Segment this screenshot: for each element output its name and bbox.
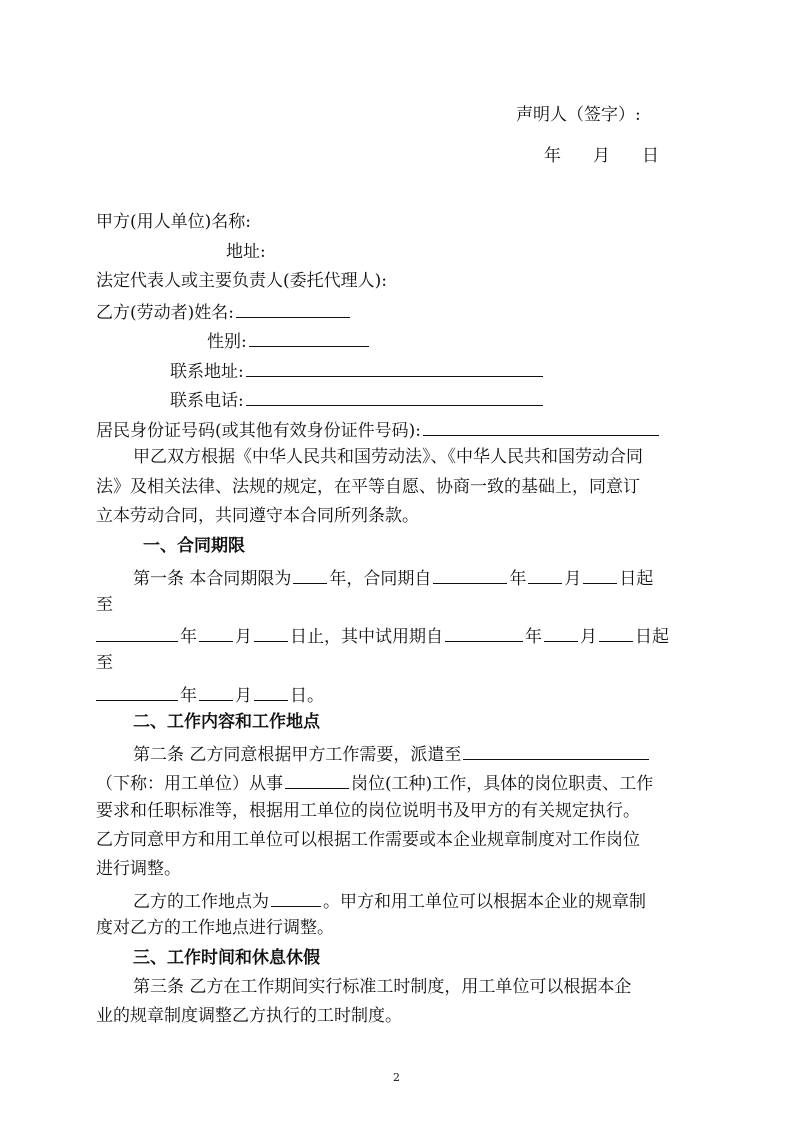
day-from-label: 日起	[635, 627, 669, 647]
end-day-field[interactable]	[254, 623, 288, 642]
year-label: 年	[329, 569, 347, 589]
contact-address-row	[170, 358, 545, 383]
contact-phone-row	[170, 387, 545, 412]
section-3-heading: 三、工作时间和休息休假	[133, 948, 320, 968]
trial-start-month-field[interactable]	[544, 623, 578, 642]
gender-label: 性别:	[207, 332, 247, 352]
year-label: 年	[509, 569, 527, 589]
article-1-line-3	[96, 682, 324, 707]
page-number: 2	[393, 1071, 400, 1084]
legal-rep-label: 法定代表人或主要负责人(委托代理人):	[96, 271, 387, 291]
month-label: 月	[235, 686, 252, 706]
article-3-line-2: 业的规章制度调整乙方执行的工时制度。	[96, 1006, 402, 1026]
contact-address-label: 联系地址:	[170, 362, 244, 382]
trial-start-day-field[interactable]	[599, 623, 633, 642]
day-from-label: 日起	[619, 569, 654, 589]
month-label: 月	[235, 627, 252, 647]
day-end-label: 日。	[290, 686, 324, 706]
id-number-field[interactable]	[423, 417, 659, 436]
article-1-line-1	[133, 565, 653, 590]
article-2-line-2	[96, 770, 653, 795]
month-label: 月	[580, 627, 597, 647]
start-month-field[interactable]	[528, 565, 562, 584]
declarant-label: 声明人（签字）:	[516, 105, 641, 125]
workplace-field[interactable]	[271, 888, 321, 907]
party-b-name-field[interactable]	[236, 299, 350, 318]
article-2-prefix: 第二条 乙方同意根据甲方工作需要，派遣至	[133, 745, 462, 765]
start-year-field[interactable]	[433, 565, 507, 584]
contract-years-field[interactable]	[293, 565, 327, 584]
section-2-heading: 二、工作内容和工作地点	[133, 712, 320, 732]
party-b-name-label: 乙方(劳动者)姓名:	[96, 303, 234, 323]
start-day-field[interactable]	[583, 565, 617, 584]
zhi-label-2: 至	[96, 653, 113, 673]
contact-phone-label: 联系电话:	[170, 391, 244, 411]
end-year-field[interactable]	[96, 623, 178, 642]
article-1-line-2	[96, 623, 669, 648]
party-b-name-row	[96, 299, 352, 324]
article-2-l2-suffix: 岗位(工种)工作，具体的岗位职责、工作	[351, 774, 654, 794]
contact-phone-field[interactable]	[246, 387, 543, 406]
end-month-field[interactable]	[199, 623, 233, 642]
party-a-name-label: 甲方(用人单位)名称:	[96, 212, 251, 232]
article-2-line-4: 乙方同意甲方和用工单位可以根据工作需要或本企业规章制度对工作岗位	[96, 830, 640, 850]
date-line	[544, 145, 659, 167]
article-2-l2-prefix: （下称：用工单位）从事	[96, 774, 283, 794]
trial-end-day-field[interactable]	[254, 682, 288, 701]
trial-end-year-field[interactable]	[96, 682, 178, 701]
article-2-line-3: 要求和任职标准等，根据用工单位的岗位说明书及甲方的有关规定执行。	[96, 801, 640, 821]
gender-row	[207, 328, 371, 353]
year-label: 年	[180, 686, 197, 706]
date-year: 年	[544, 146, 561, 166]
gender-field[interactable]	[249, 328, 369, 347]
workplace-line-2: 度对乙方的工作地点进行调整。	[96, 918, 334, 938]
dispatch-unit-field[interactable]	[463, 741, 649, 760]
year-label: 年	[180, 627, 197, 647]
article-2-line-5: 进行调整。	[96, 859, 181, 879]
article-3-line-1: 第三条 乙方在工作期间实行标准工时制度，用工单位可以根据本企	[133, 977, 632, 997]
month-label: 月	[564, 569, 582, 589]
article-2-line-1	[133, 741, 651, 766]
section-1-heading: 一、合同期限	[143, 536, 245, 556]
trial-end-month-field[interactable]	[199, 682, 233, 701]
id-number-label: 居民身份证号码(或其他有效身份证件号码):	[96, 421, 421, 441]
zhi-label-1: 至	[96, 595, 113, 615]
intro-line-3: 立本劳动合同，共同遵守本合同所列条款。	[96, 506, 419, 526]
day-end-trial-label: 日止，其中试用期自	[290, 627, 443, 647]
intro-line-2: 法》及相关法律、法规的规定，在平等自愿、协商一致的基础上，同意订	[96, 477, 640, 497]
workplace-line-1	[133, 888, 646, 913]
workplace-suffix: 。甲方和用工单位可以根据本企业的规章制	[323, 892, 646, 912]
trial-start-year-field[interactable]	[445, 623, 523, 642]
article-1-prefix: 第一条 本合同期限为	[133, 569, 292, 589]
id-number-row	[96, 417, 661, 442]
intro-line-1: 甲乙双方根据《中华人民共和国劳动法》、《中华人民共和国劳动合同	[133, 447, 643, 467]
position-field[interactable]	[285, 770, 349, 789]
year-label: 年	[525, 627, 542, 647]
date-month: 月	[593, 146, 610, 166]
party-a-address-label: 地址:	[226, 242, 266, 262]
period-from-label: ，合同期自	[346, 569, 432, 589]
date-day: 日	[642, 146, 659, 166]
workplace-prefix: 乙方的工作地点为	[133, 892, 269, 912]
contact-address-field[interactable]	[246, 358, 543, 377]
